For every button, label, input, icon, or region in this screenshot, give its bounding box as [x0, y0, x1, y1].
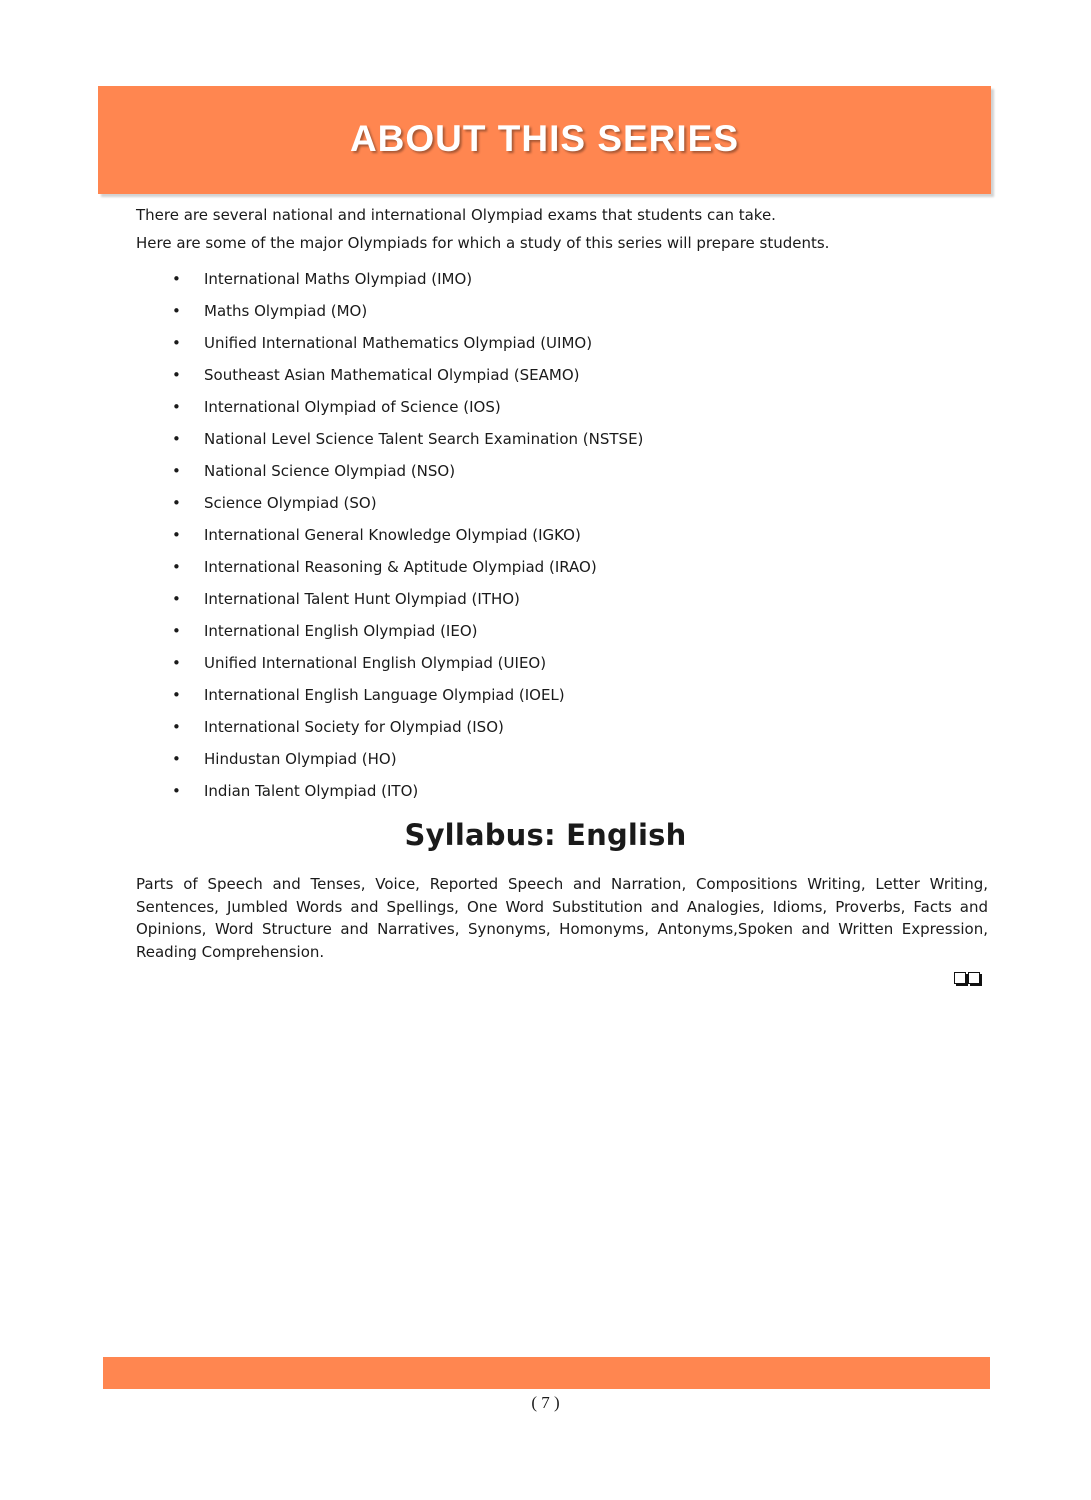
list-item	[172, 519, 643, 551]
bullet-icon: •	[172, 270, 181, 288]
bullet-icon: •	[172, 430, 181, 448]
list-item-label: Maths Olympiad (MO)	[204, 302, 368, 320]
list-item-label: Unified International English Olympiad (UIEO)	[204, 654, 547, 672]
olympiad-list	[172, 263, 643, 807]
list-item	[172, 455, 643, 487]
list-item-label: International Talent Hunt Olympiad (ITHO)	[204, 590, 520, 608]
list-item	[172, 775, 643, 807]
double-square-end-mark-icon	[954, 972, 980, 984]
header-banner	[98, 86, 991, 194]
list-item	[172, 391, 643, 423]
list-item	[172, 743, 643, 775]
intro-line-2: Here are some of the major Olympiads for which a study of this series will prepare students.	[136, 234, 830, 252]
bullet-icon: •	[172, 622, 181, 640]
list-item-label: International Society for Olympiad (ISO)	[204, 718, 504, 736]
list-item	[172, 423, 643, 455]
bullet-icon: •	[172, 782, 181, 800]
list-item	[172, 647, 643, 679]
list-item	[172, 359, 643, 391]
intro-text	[136, 201, 996, 257]
bullet-icon: •	[172, 302, 181, 320]
bullet-icon: •	[172, 654, 181, 672]
list-item-label: International Maths Olympiad (IMO)	[204, 270, 473, 288]
bullet-icon: •	[172, 590, 181, 608]
list-item-label: Southeast Asian Mathematical Olympiad (SEAMO)	[204, 366, 580, 384]
syllabus-heading: Syllabus: English	[404, 818, 687, 852]
list-item-label: National Level Science Talent Search Examination (NSTSE)	[204, 430, 644, 448]
bullet-icon: •	[172, 494, 181, 512]
square-icon	[968, 972, 980, 984]
footer-bar	[103, 1357, 990, 1389]
list-item	[172, 551, 643, 583]
intro-line-1: There are several national and international Olympiad exams that students can take.	[136, 206, 776, 224]
list-item-label: International English Olympiad (IEO)	[204, 622, 478, 640]
page-title: ABOUT THIS SERIES	[349, 118, 740, 159]
bullet-icon: •	[172, 558, 181, 576]
list-item	[172, 327, 643, 359]
bullet-icon: •	[172, 526, 181, 544]
page-number: ( 7 )	[531, 1393, 560, 1412]
bullet-icon: •	[172, 334, 181, 352]
list-item-label: International General Knowledge Olympiad (IGKO)	[204, 526, 581, 544]
list-item-label: International Olympiad of Science (IOS)	[204, 398, 501, 416]
bullet-icon: •	[172, 686, 181, 704]
bullet-icon: •	[172, 462, 181, 480]
syllabus-text: Parts of Speech and Tenses, Voice, Reported Speech and Narration, Compositions Writing, Letter Writing, Sentences, Jumbled Words and Spellings, One Word Substitution and Analogies, Idioms, Proverbs, Facts and Opinions, Word Structure and Narratives, Synonyms, Homonyms, Antonyms,Spoken and Written Expression, Reading Comprehension.	[136, 875, 988, 961]
list-item-label: Indian Talent Olympiad (ITO)	[204, 782, 419, 800]
list-item-label: Unified International Mathematics Olympiad (UIMO)	[204, 334, 593, 352]
bullet-icon: •	[172, 366, 181, 384]
list-item	[172, 711, 643, 743]
list-item	[172, 583, 643, 615]
list-item	[172, 263, 643, 295]
list-item	[172, 679, 643, 711]
list-item-label: National Science Olympiad (NSO)	[204, 462, 456, 480]
bullet-icon: •	[172, 718, 181, 736]
list-item	[172, 615, 643, 647]
bullet-icon: •	[172, 750, 181, 768]
list-item-label: Hindustan Olympiad (HO)	[204, 750, 397, 768]
square-icon	[954, 972, 966, 984]
list-item-label: Science Olympiad (SO)	[204, 494, 377, 512]
list-item-label: International Reasoning & Aptitude Olympiad (IRAO)	[204, 558, 597, 576]
list-item	[172, 487, 643, 519]
bullet-icon: •	[172, 398, 181, 416]
list-item	[172, 295, 643, 327]
list-item-label: International English Language Olympiad (IOEL)	[204, 686, 565, 704]
